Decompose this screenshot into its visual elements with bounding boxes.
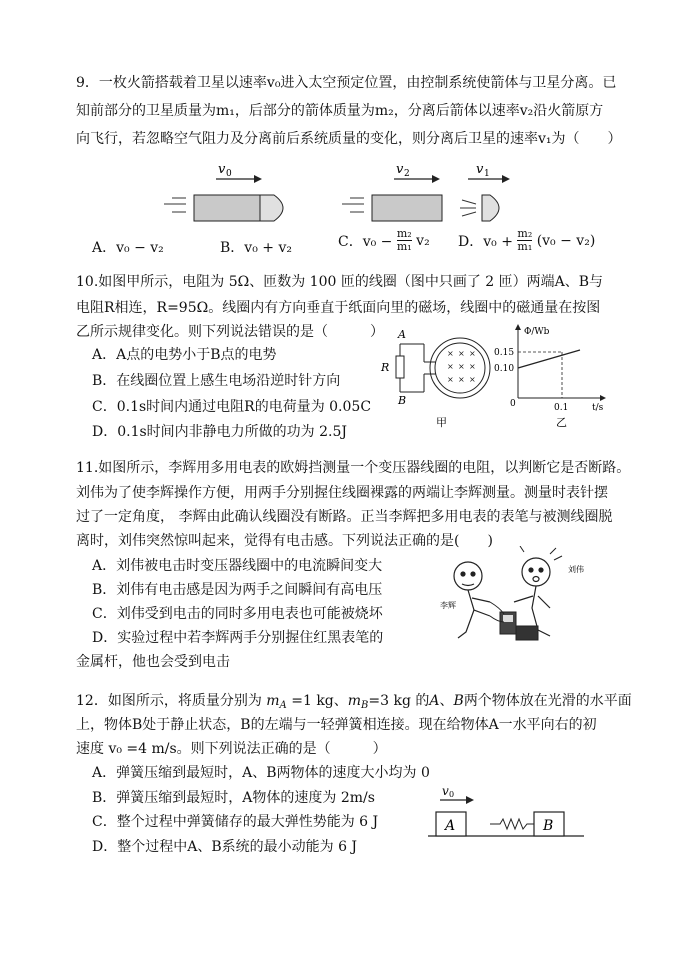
q12-option-c: C．整个过程中弹簧储存的最大弹性势能为 6 J [92,814,379,830]
q10-option-b: B．在线圈位置上感生电场沿逆时针方向 [92,373,341,389]
q10-label-a: A [398,328,406,341]
q11-option-b: B．刘伟有电击感是因为两手之间瞬间有高电压 [92,582,383,598]
q10-xlabel: t/s [592,403,604,413]
spring-icon [490,819,534,829]
q12-label-a: A [445,818,456,834]
q12-spring-figure [426,782,586,840]
q11-cartoon-figure [428,546,596,646]
svg-text:×: × [447,349,454,358]
q12-option-a: A．弹簧压缩到最短时，A、B两物体的速度大小均为 0 [92,765,430,781]
q10-circuit-diagram [380,328,490,429]
svg-text:×: × [458,375,465,384]
q10-option-a: A．A点的电势小于B点的电势 [92,347,277,363]
q9-v0-sub: 0 [226,169,232,179]
svg-text:×: × [447,375,454,384]
q10-option-c: C．0.1s时间内通过电阻R的电荷量为 0.05C [92,399,372,415]
q9-rocket-figure [150,158,590,226]
shock-spark-icon [520,546,562,560]
q11-option-d: D．实验过程中若李辉两手分别握住红黑表笔的 [92,630,384,646]
q11-option-d-cont: 金属杆，他也会受到电击 [76,654,230,670]
q10-tick-0: 0 [510,399,516,409]
q9-v0-label: v [218,162,226,177]
q9-line3: 向飞行，若忽略空气阻力及分离前后系统质量的变化，则分离后卫星的速率v₁为（ ） [76,131,622,147]
q12-v0-sub: 0 [449,790,455,799]
q9-v1-label: v [476,162,484,177]
q10-tick-015: 0.15 [494,348,515,358]
q10-ylabel: Φ/Wb [524,327,550,337]
q11-line1: 11.如图所示，李辉用多用电表的欧姆挡测量一个变压器线圈的电阻，以判断它是否断路。 [76,460,631,476]
q11-label-lihui: 李辉 [440,601,456,610]
q9-v2-label: v [396,162,404,177]
q12-line1: 12．如图所示，将质量分别为 $m_A =1$ kg、$m_B=3$ kg 的A、B两个物体放在光滑的水平面 [76,693,632,711]
q10-label-b: B [398,394,407,407]
q9-line2: 知前部分的卫星质量为m₁，后部分的箭体质量为m₂，分离后箭体以速率v₂沿火箭原方 [76,103,604,119]
q10-label-r: R [381,361,390,374]
flux-line [518,350,580,368]
q10-line1: 10.如图甲所示，电阻为 5Ω、匝数为 100 匝的线圈（图中只画了 2 匝）两端A、B与 [76,274,604,290]
q12-line3: 速度 v₀ =4 m/s。则下列说法正确的是（ ） [76,741,387,757]
q9-option-c: C．v₀ − $\frac{\text{m₂}}{\text{m₁}}$ v₂ [338,227,430,253]
q10-line2: 电阻R相连，R=95Ω。线圈内有方向垂直于纸面向里的磁场，线圈中的磁通量在按图 [76,300,601,316]
q9-v2-sub: 2 [404,169,410,179]
q10-label-jia: 甲 [436,416,447,429]
q11-line3: 过了一定角度， 李辉由此确认线圈没有断路。正当李辉把多用电表的表笔与被测线圈脱 [76,509,613,525]
transformer-coil-icon [516,626,538,640]
q10-option-d: D．0.1s时间内非静电力所做的功为 2.5J [92,424,348,440]
whole-rocket-icon [164,162,283,221]
q11-line2: 刘伟为了使李辉操作方便，用两手分别握住线圈裸露的两端让李辉测量。测量时表针摆 [76,485,608,501]
svg-text:×: × [458,349,465,358]
q11-option-a: A．刘伟被电击时变压器线圈中的电流瞬间变大 [92,558,383,574]
q9-option-b: B．v₀ + v₂ [220,240,292,256]
q12-line2: 上，物体B处于静止状态，B的左端与一轻弹簧相连接。现在给物体A一水平向右的初 [76,717,597,733]
satellite-icon [460,162,510,221]
magnetic-field-cross-icons [447,349,476,384]
svg-text:×: × [469,362,476,371]
svg-text:×: × [469,349,476,358]
resistor-icon [396,356,404,378]
q11-line4: 离时，刘伟突然惊叫起来，觉得有电击感。下列说法正确的是( ) [76,533,493,549]
q12-option-d: D．整个过程中A、B系统的最小动能为 6 J [92,839,358,855]
q9-option-d: D．v₀ + $\frac{\text{m₂}}{\text{m₁}}$ (v₀ − v₂) [458,227,596,253]
q12-v0-label: v [442,784,449,798]
q12-label-b: B [543,818,554,834]
q9-line1: 9．一枚火箭搭载着卫星以速率v₀进入太空预定位置，由控制系统使箭体与卫星分离。已 [76,75,617,91]
q11-option-c: C．刘伟受到电击的同时多用电表也可能被烧坏 [92,606,383,622]
svg-text:×: × [447,362,454,371]
person-liuwei-icon [514,558,550,636]
q10-label-yi: 乙 [556,416,567,429]
multimeter-icon [500,612,516,634]
q10-figure [374,322,606,434]
q9-v1-sub: 1 [484,169,490,179]
q10-tick-010: 0.10 [494,364,515,374]
q10-line3: 乙所示规律变化。则下列说法错误的是（ ） [76,324,384,340]
svg-text:×: × [458,362,465,371]
q9-option-a: A．v₀ − v₂ [92,240,164,256]
rocket-body-icon [342,162,442,221]
q12-option-b: B．弹簧压缩到最短时，A物体的速度为 2m/s [92,790,375,806]
q10-flux-graph [494,324,606,429]
q10-tick-01: 0.1 [554,403,569,413]
person-lihui-icon [454,562,490,638]
svg-text:×: × [469,375,476,384]
q11-label-liuwei: 刘伟 [568,565,584,574]
